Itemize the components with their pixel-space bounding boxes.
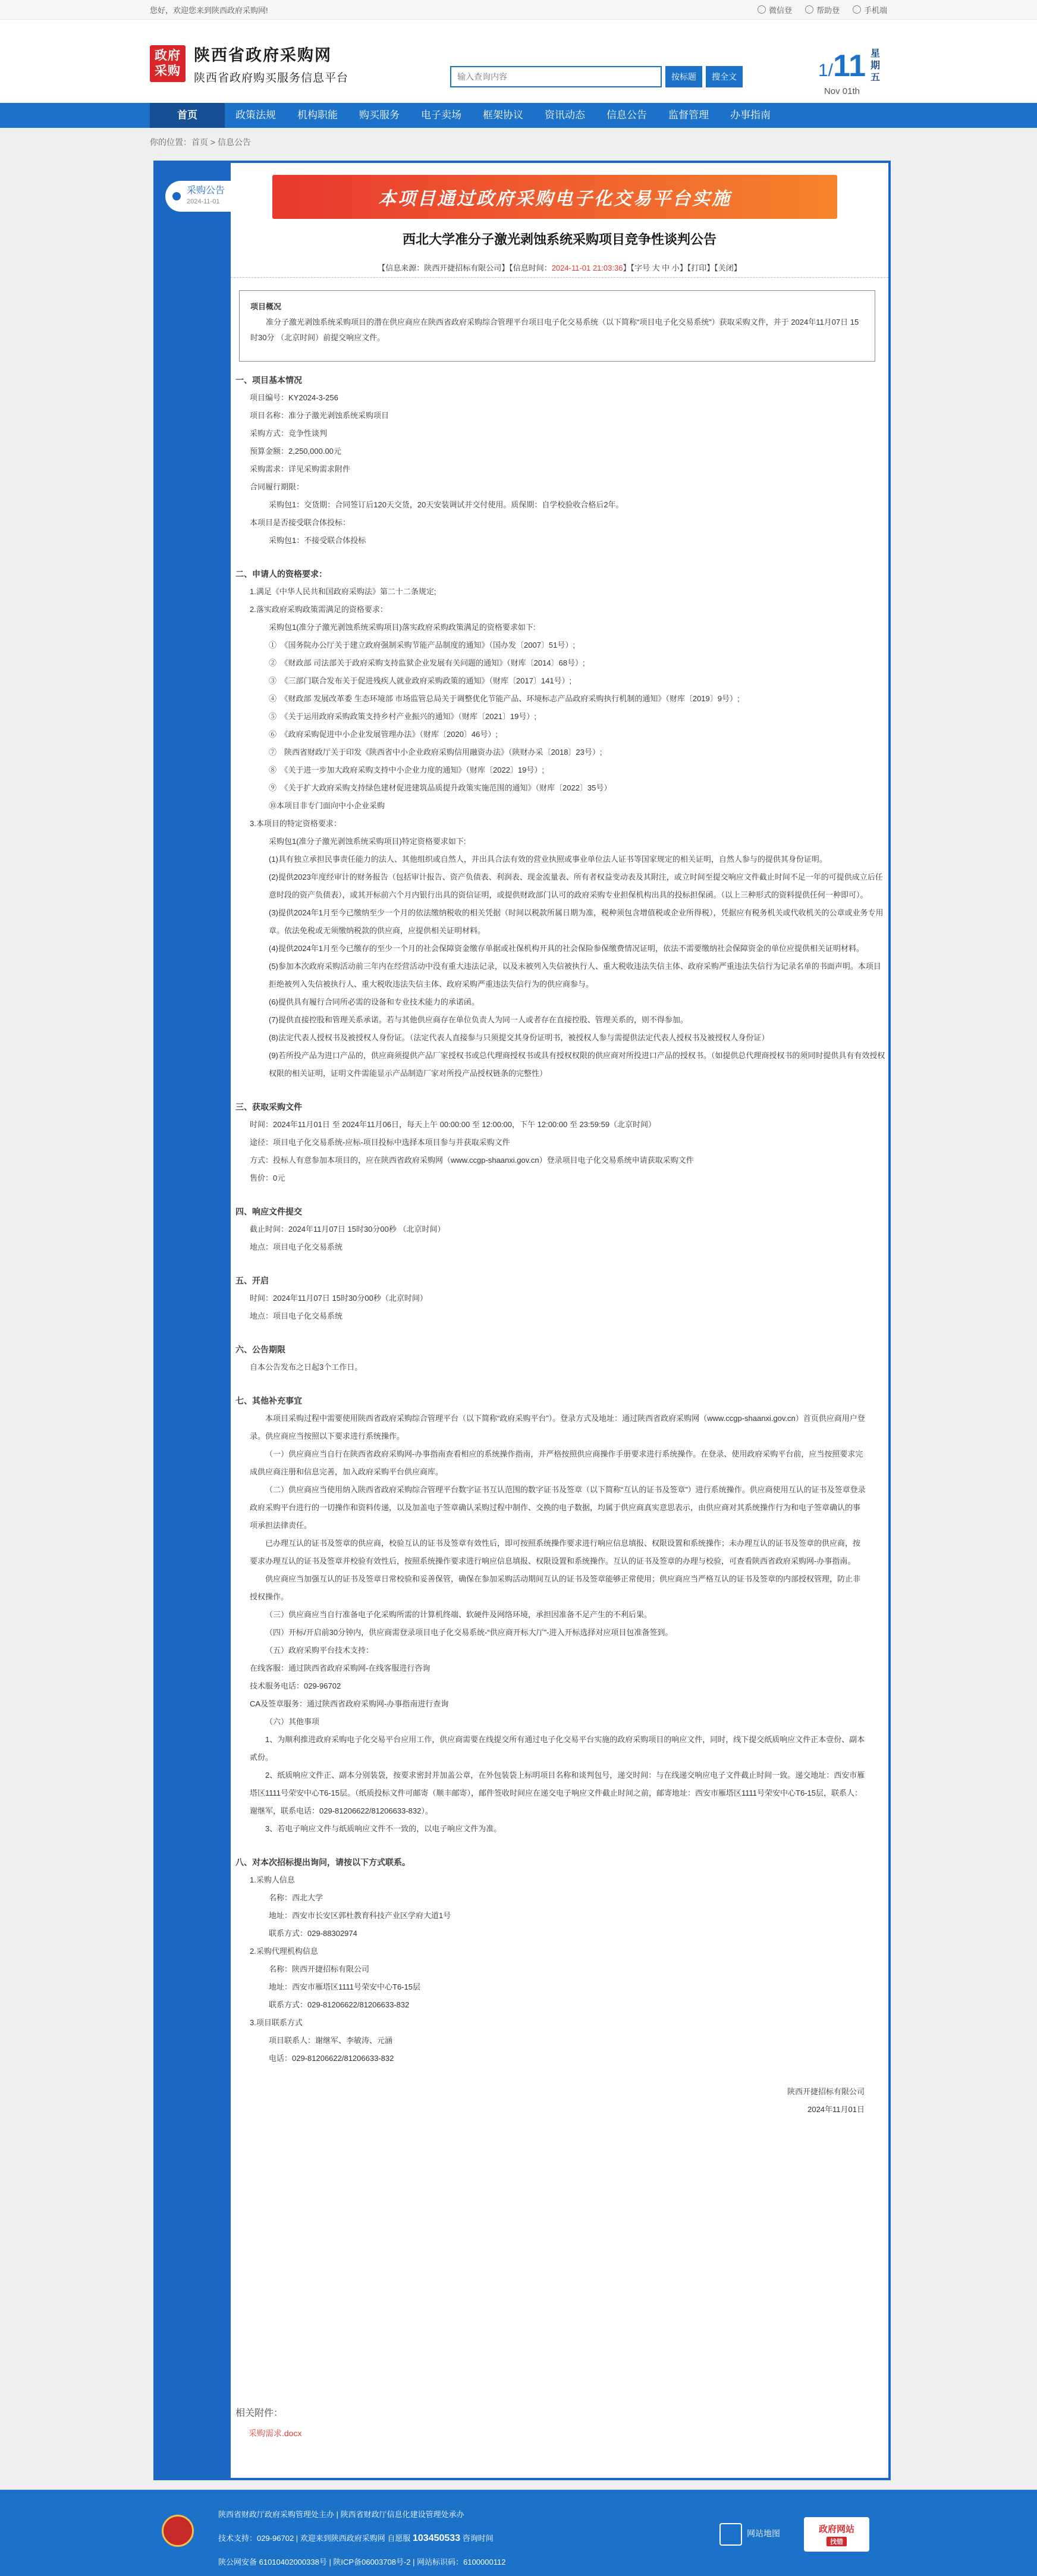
body-line: 自本公告发布之日起3个工作日。: [250, 1363, 363, 1372]
body-line: （二）供应商应当使用纳入陕西省政府采购综合管理平台数字证书互认范围的数字证书及签章（以下简称“互认的证书及签章”）进行系统操作。供应商使用互认的证书及签章登录政府采购平台进行的一切操作和资料传递，以及加盖电子签章确认采购过程中制作、交换的电子数据，均属于供应商真实意思表示，由供应商对其系统操作行为和电子签章确认的事项承担法律责任。: [250, 1485, 866, 1530]
body-line: 时间：2024年11月01日 至 2024年11月06日，每天上午 00:00:00 至 12:00:00，下午 12:00:00 至 23:59:59（北京时间）: [250, 1120, 656, 1129]
search-bar: [450, 66, 743, 87]
body-line: 途径：项目电子化交易系统-应标-项目投标中选择本项目参与并获取采购文件: [250, 1138, 510, 1147]
nav-guide[interactable]: 办事指南: [730, 109, 771, 121]
body-line: （四）开标/开启前30分钟内，供应商需登录项目电子化交易系统-“供应商开标大厅”-进入开标选择对应项目包准备签到。: [265, 1628, 673, 1637]
body-line: 联系方式：029-88302974: [269, 1929, 357, 1938]
body-line: 已办理互认的证书及签章的供应商，校验互认的证书及签章有效性后，即可按照系统操作要求进行响应信息填报、权限设置和系统操作；未办理互认的证书及签章的供应商，按要求办理互认的证书及签章并校验有效性后，按照系统操作要求进行响应信息填报、权限设置和系统操作。互认的证书及签章的办理与校验，可查看陕西省政府采购网-办事指南。: [250, 1539, 861, 1565]
body-line: ③ 《三部门联合发布关于促进残疾人就业政府采购政策的通知》（财库〔2017〕141号）;: [269, 676, 572, 685]
overview-heading: 项目概况: [250, 302, 282, 311]
attachments: [231, 2405, 888, 2439]
body-line: CA及签章服务：通过陕西省政府采购网-办事指南进行查询: [250, 1699, 449, 1708]
mobile-icon: [853, 5, 861, 14]
body-line: 方式：投标人有意参加本项目的，应在陕西省政府采购网（www.ccgp-shaanxi.gov.cn）登录项目电子化交易系统申请获取采购文件: [250, 1156, 694, 1165]
footer-line-3: 陕公网安备 61010402000338号 | 陕ICP备06003708号-2 | 网站标识码：6100000112: [218, 2558, 506, 2566]
body-line: 联系方式：029-81206622/81206633-832: [269, 2000, 410, 2009]
footer-line-1: 陕西省财政厅政府采购管理处主办 | 陕西省财政厅信息化建设管理处承办: [218, 2510, 464, 2519]
body-line: 2024年11月01日: [807, 2105, 865, 2114]
top-bar: [0, 0, 1037, 20]
section-heading: 三、获取采购文件: [235, 1102, 302, 1112]
footer-links: [719, 2517, 869, 2552]
body-line: 3、若电子响应文件与纸质响应文件不一致的，以电子响应文件为准。: [265, 1824, 502, 1833]
body-line: 本项目采购过程中需要使用陕西省政府采购综合管理平台（以下简称“政府采购平台”）。登录方式及地址：通过陕西省政府采购网（www.ccgp-shaanxi.gov.cn）首页供应商用户登录。供应商应当按照以下要求进行系统操作。: [250, 1414, 865, 1441]
site-title: 陕西省政府采购网: [194, 46, 332, 64]
body-line: 截止时间：2024年11月07日 15时30分00秒 （北京时间）: [250, 1225, 445, 1234]
body-line: 采购方式：竞争性谈判: [250, 429, 328, 438]
overview-text: 准分子激光剥蚀系统采购项目的潜在供应商应在陕西省政府采购综合管理平台项目电子化交易系统（以下简称“项目电子化交易系统”）获取采购文件，并于 2024年11月07日 15时30分 （北京时间）前提交响应文件。: [250, 318, 859, 342]
body-line: (3)提供2024年1月至今已缴纳至少一个月的依法缴纳税收的相关凭据（时间以税款所属日期为准，税种须包含增值税或企业所得税），凭据应有税务机关或代收机关的公章或业务专用章。依法免税或无须缴纳税款的供应商，应提供相关证明材料。: [269, 908, 884, 935]
footer-info: [218, 2503, 505, 2574]
breadcrumb-bar: [0, 128, 1037, 156]
side-tab-date: 2024-11-01: [187, 198, 220, 205]
body-line: 1、为顺利推进政府采购电子化交易平台应用工作，供应商需要在线提交所有通过电子化交易平台实施的政府采购项目的响应文件，同时，线下提交纸质响应文件正本壹份、副本贰份。: [250, 1735, 865, 1762]
body-line: 3.项目联系方式: [250, 2018, 303, 2027]
gov-site-badge[interactable]: 政府网站 找错: [804, 2517, 869, 2552]
body-line: 名称：陕西开捷招标有限公司: [269, 1965, 370, 1973]
wechat-icon: [758, 5, 766, 14]
section-heading: 七、其他补充事宜: [235, 1396, 302, 1405]
welcome-text: 您好，欢迎您来到陕西政府采购网!: [150, 5, 268, 15]
body-line: 电话：029-81206622/81206633-832: [269, 2054, 394, 2063]
body-line: 本项目是否接受联合体投标：: [250, 518, 351, 527]
body-line: 供应商应当加强互认的证书及签章日常校验和妥善保管，确保在参加采购活动期间互认的证书及签章能够正常使用；供应商应当严格互认的证书及签章的内部授权管理，防止非授权操作。: [250, 1574, 861, 1601]
nav-framework[interactable]: 框架协议: [483, 109, 523, 121]
body-line: 2.采购代理机构信息: [250, 1947, 318, 1956]
nav-services[interactable]: 购买服务: [359, 109, 400, 121]
date-month-day: 1/ 11: [818, 49, 866, 83]
site-header: [0, 20, 1037, 103]
top-link-mobile[interactable]: 手机端: [853, 4, 887, 15]
nav-notices[interactable]: 信息公告: [607, 109, 647, 121]
sitemap-icon: [719, 2523, 742, 2546]
body-line: 陕西开捷招标有限公司: [787, 2087, 865, 2096]
nav-policy[interactable]: 政策法规: [235, 109, 276, 121]
spacer: [231, 2067, 888, 2083]
body-line: 3.本项目的特定资格要求：: [250, 819, 341, 828]
site-subtitle: 陕西省政府购买服务信息平台: [194, 72, 349, 84]
search-input[interactable]: [450, 66, 662, 87]
top-link-wechat[interactable]: 微信登: [758, 4, 792, 15]
nav-mall[interactable]: 电子卖场: [421, 109, 461, 121]
body-line: (7)提供直接控股和管理关系承诺。若与其他供应商存在单位负责人为同一人或者存在直接控股、管理关系的，则不得参加。: [269, 1015, 688, 1024]
body-line: (9)若所投产品为进口产品的，供应商须提供产品厂家授权书或总代理商授权书或具有授权权限的供应商对所投进口产品的授权书。（如提供总代理商授权书的须同时提供具有有效授权权限的相关证明，证明文件需能显示产品制造厂家对所投产品授权链条的完整性）: [269, 1051, 885, 1078]
breadcrumb: 你的位置：首页 > 信息公告: [150, 137, 251, 147]
body-line: ① 《国务院办公厅关于建立政府强制采购节能产品制度的通知》（国办发〔2007〕51号）;: [269, 641, 575, 650]
divider: [231, 277, 888, 278]
body-line: 地点：项目电子化交易系统: [250, 1311, 343, 1320]
attachments-label: 相关附件：: [235, 2408, 284, 2418]
police-emblem-icon: [162, 2515, 194, 2547]
help-icon: [805, 5, 813, 14]
body-line: ⑨ 《关于扩大政府采购支持绿色建材促进建筑品质提升政策实施范围的通知》（财库〔2022〕35号）: [269, 783, 612, 792]
body-line: 2、纸质响应文件正、副本分别装袋，按要求密封并加盖公章，在外包装袋上标明项目名称和谈判包号，递交时间：与在线递交响应电子文件截止时间一致。递交地址：西安市雁塔区1111号荣安中心T6-15层。（纸质投标文件可邮寄（顺丰邮寄），邮件签收时间应在递交电子响应文件截止时间之前，邮寄地址：西安市雁塔区1111号荣安中心T6-15层，联系人：谢继军，联系电话：029-81206622/81206633-832）。: [250, 1771, 865, 1815]
section-heading: 八、对本次招标提出询问，请按以下方式联系。: [235, 1858, 410, 1867]
spacer: [231, 1187, 888, 1203]
overview-box: [239, 290, 875, 362]
body-line: 售价：0元: [250, 1174, 285, 1182]
body-line: (1)具有独立承担民事责任能力的法人、其他组织或自然人，并出具合法有效的营业执照或事业单位法人证书等国家规定的相关证明，自然人参与的提供其身份证明。: [269, 855, 827, 864]
site-footer: [0, 2490, 1037, 2576]
spacer: [231, 1325, 888, 1341]
section-heading: 二、申请人的资格要求：: [235, 569, 327, 579]
spacer: [231, 550, 888, 565]
content-panel: [153, 161, 891, 2480]
nav-home[interactable]: 首页: [150, 103, 225, 128]
search-title-button[interactable]: 按标题: [665, 66, 702, 87]
section-heading: 六、公告期限: [235, 1345, 285, 1354]
body-line: 采购包1(准分子激光剥蚀系统采购项目)落实政府采购政策满足的资格要求如下:: [269, 623, 536, 632]
top-link-help[interactable]: 帮助登: [805, 4, 840, 15]
article-body: [231, 371, 888, 2119]
nav-agency[interactable]: 机构职能: [297, 109, 338, 121]
site-logo[interactable]: [150, 42, 348, 85]
body-line: 项目编号：KY2024-3-256: [250, 393, 338, 402]
body-line: (8)法定代表人授权书及被授权人身份证。（法定代表人直接参与只须提交其身份证明书，被授权人参与需提供法定代表人授权书及被授权人身份证）: [269, 1033, 769, 1042]
bullet-icon: [172, 192, 181, 200]
nav-news[interactable]: 资讯动态: [545, 109, 585, 121]
body-line: ⑦ 陕西省财政厅关于印发《陕西省中小企业政府采购信用融资办法》（陕财办采〔2018〕23号）;: [269, 748, 602, 757]
body-line: 采购包1(准分子激光剥蚀系统采购项目)特定资格要求如下:: [269, 837, 466, 846]
sitemap-link[interactable]: 网站地图: [719, 2523, 780, 2546]
body-line: ② 《财政部 司法部关于政府采购支持监狱企业发展有关问题的通知》（财库〔2014〕68号）;: [269, 658, 585, 667]
body-line: 地址：西安市雁塔区1111号荣安中心T6-15层: [269, 1982, 420, 1991]
side-tab-notice[interactable]: [165, 181, 235, 212]
date-year: Nov 01th: [824, 86, 860, 96]
spacer: [231, 1838, 888, 1853]
body-line: ⑥ 《政府采购促进中小企业发展管理办法》（财库〔2020〕46号）;: [269, 730, 498, 739]
spacer: [231, 1083, 888, 1098]
logo-emblem: 政府 采购: [150, 45, 186, 82]
body-line: 1.采购人信息: [250, 1875, 295, 1884]
search-fulltext-button[interactable]: 搜全文: [706, 66, 743, 87]
body-line: （六）其他事项: [265, 1717, 320, 1726]
body-line: ⑤ 《关于运用政府采购政策支持乡村产业振兴的通知》（财库〔2021〕19号）;: [269, 712, 536, 721]
body-line: ⑩本项目非专门面向中小企业采购: [269, 801, 385, 810]
body-line: 项目联系人：谢继军、李敏涛、元涵: [269, 2036, 393, 2045]
body-line: （五）政府采购平台技术支持：: [265, 1646, 374, 1655]
publish-time: 2024-11-01 21:03:36: [551, 263, 623, 272]
section-heading: 五、开启: [235, 1276, 269, 1285]
main-nav: [0, 103, 1037, 128]
body-line: 预算金额：2,250,000.00元: [250, 447, 341, 456]
article: [231, 163, 888, 2478]
date-display: [818, 48, 881, 96]
body-line: 2.落实政府采购政策需满足的资格要求：: [250, 605, 388, 614]
spacer: [231, 1376, 888, 1392]
body-line: （三）供应商应当自行准备电子化采购所需的计算机终端、软硬件及网络环境，承担因准备不足产生的不利后果。: [265, 1610, 652, 1619]
spacer: [231, 1256, 888, 1272]
body-line: (5)参加本次政府采购活动前三年内在经营活动中没有重大违法记录，以及未被列入失信被执行人、重大税收违法失信主体、政府采购严重违法失信行为记录名单的书面声明。本项目拒绝被列入失信被执行人、重大税收违法失信主体、政府采购严重违法失信行为的供应商参与。: [269, 962, 881, 989]
body-line: (6)提供具有履行合同所必需的设备和专业技术能力的承诺函。: [269, 997, 479, 1006]
body-line: 时间：2024年11月07日 15时30分00秒（北京时间）: [250, 1294, 428, 1303]
body-line: 项目名称：准分子激光剥蚀系统采购项目: [250, 411, 389, 420]
body-line: 名称：西北大学: [269, 1893, 323, 1902]
body-line: 采购需求：详见采购需求附件: [250, 465, 351, 473]
body-line: 技术服务电话：029-96702: [250, 1681, 341, 1690]
platform-banner: 本项目通过政府采购电子化交易平台实施: [272, 175, 837, 219]
section-heading: 一、项目基本情况: [235, 375, 302, 385]
article-meta: 【信息来源：陕西开捷招标有限公司】【信息时间：2024-11-01 21:03:36】【字号 大 中 小】【打印】【关闭】: [378, 263, 741, 272]
date-weekday: 星期五: [871, 49, 881, 83]
attachment-link[interactable]: 采购需求.docx: [249, 2428, 302, 2438]
body-line: 地点：项目电子化交易系统: [250, 1242, 343, 1251]
nav-supervision[interactable]: 监督管理: [668, 109, 709, 121]
body-line: 在线客服：通过陕西省政府采购网-在线客服进行咨询: [250, 1664, 430, 1673]
body-line: 采购包1：不接受联合体投标: [269, 536, 366, 545]
body-line: (4)提供2024年1月至今已缴存的至少一个月的社会保障资金缴存单据或社保机构开具的社会保险参保缴费情况证明，依法不需要缴纳社会保障资金的单位应提供相关证明材料。: [269, 944, 865, 953]
body-line: 地址：西安市长安区郭杜教育科技产业区学府大道1号: [269, 1911, 451, 1920]
body-line: (2)提供2023年度经审计的财务报告（包括审计报告、资产负债表、利润表、现金流量表、所有者权益变动表及其附注，或立时间至提交响应文件截止时间不足一年的可提供成立后任意时段的资产负债表），或其开标前六个月内银行出具的资信证明，或提供财政部门认可的政府采购专业担保机构出具的投标担保函。（以上三种形式的资料提供任何一种即可）。: [269, 873, 883, 899]
footer-line-2: 技术支持：029-96702 | 欢迎来到陕西政府采购网 自愿服 103450533 咨询时间: [218, 2533, 494, 2543]
body-line: 1.满足《中华人民共和国政府采购法》第二十二条规定;: [250, 587, 436, 596]
body-line: ④ 《财政部 发展改革委 生态环境部 市场监管总局关于调整优化节能产品、环境标志产品政府采购执行机制的通知》（财库〔2019〕9号）;: [269, 694, 740, 703]
body-line: 合同履行期限：: [250, 482, 304, 491]
body-line: ⑧ 《关于进一步加大政府采购支持中小企业力度的通知》（财库〔2022〕19号）;: [269, 765, 544, 774]
side-tab-name: 采购公告: [187, 186, 225, 196]
article-title: 西北大学准分子激光剥蚀系统采购项目竞争性谈判公告: [402, 232, 717, 247]
meta-actions[interactable]: 】【字号 大 中 小】【打印】【关闭】: [623, 263, 741, 272]
body-line: （一）供应商应当自行在陕西省政府采购网-办事指南查看相应的系统操作指南，并严格按照供应商操作手册要求进行系统操作。在登录、使用政府采购平台前，应当按照要求完成供应商注册和信息完善，加入政府采购平台供应商库。: [250, 1449, 863, 1476]
body-line: 采购包1：交货期：合同签订后120天交货，20天安装调试并交付使用。质保期：自学校验收合格后2年。: [269, 500, 624, 509]
section-heading: 四、响应文件提交: [235, 1207, 302, 1216]
top-links: [758, 4, 887, 15]
